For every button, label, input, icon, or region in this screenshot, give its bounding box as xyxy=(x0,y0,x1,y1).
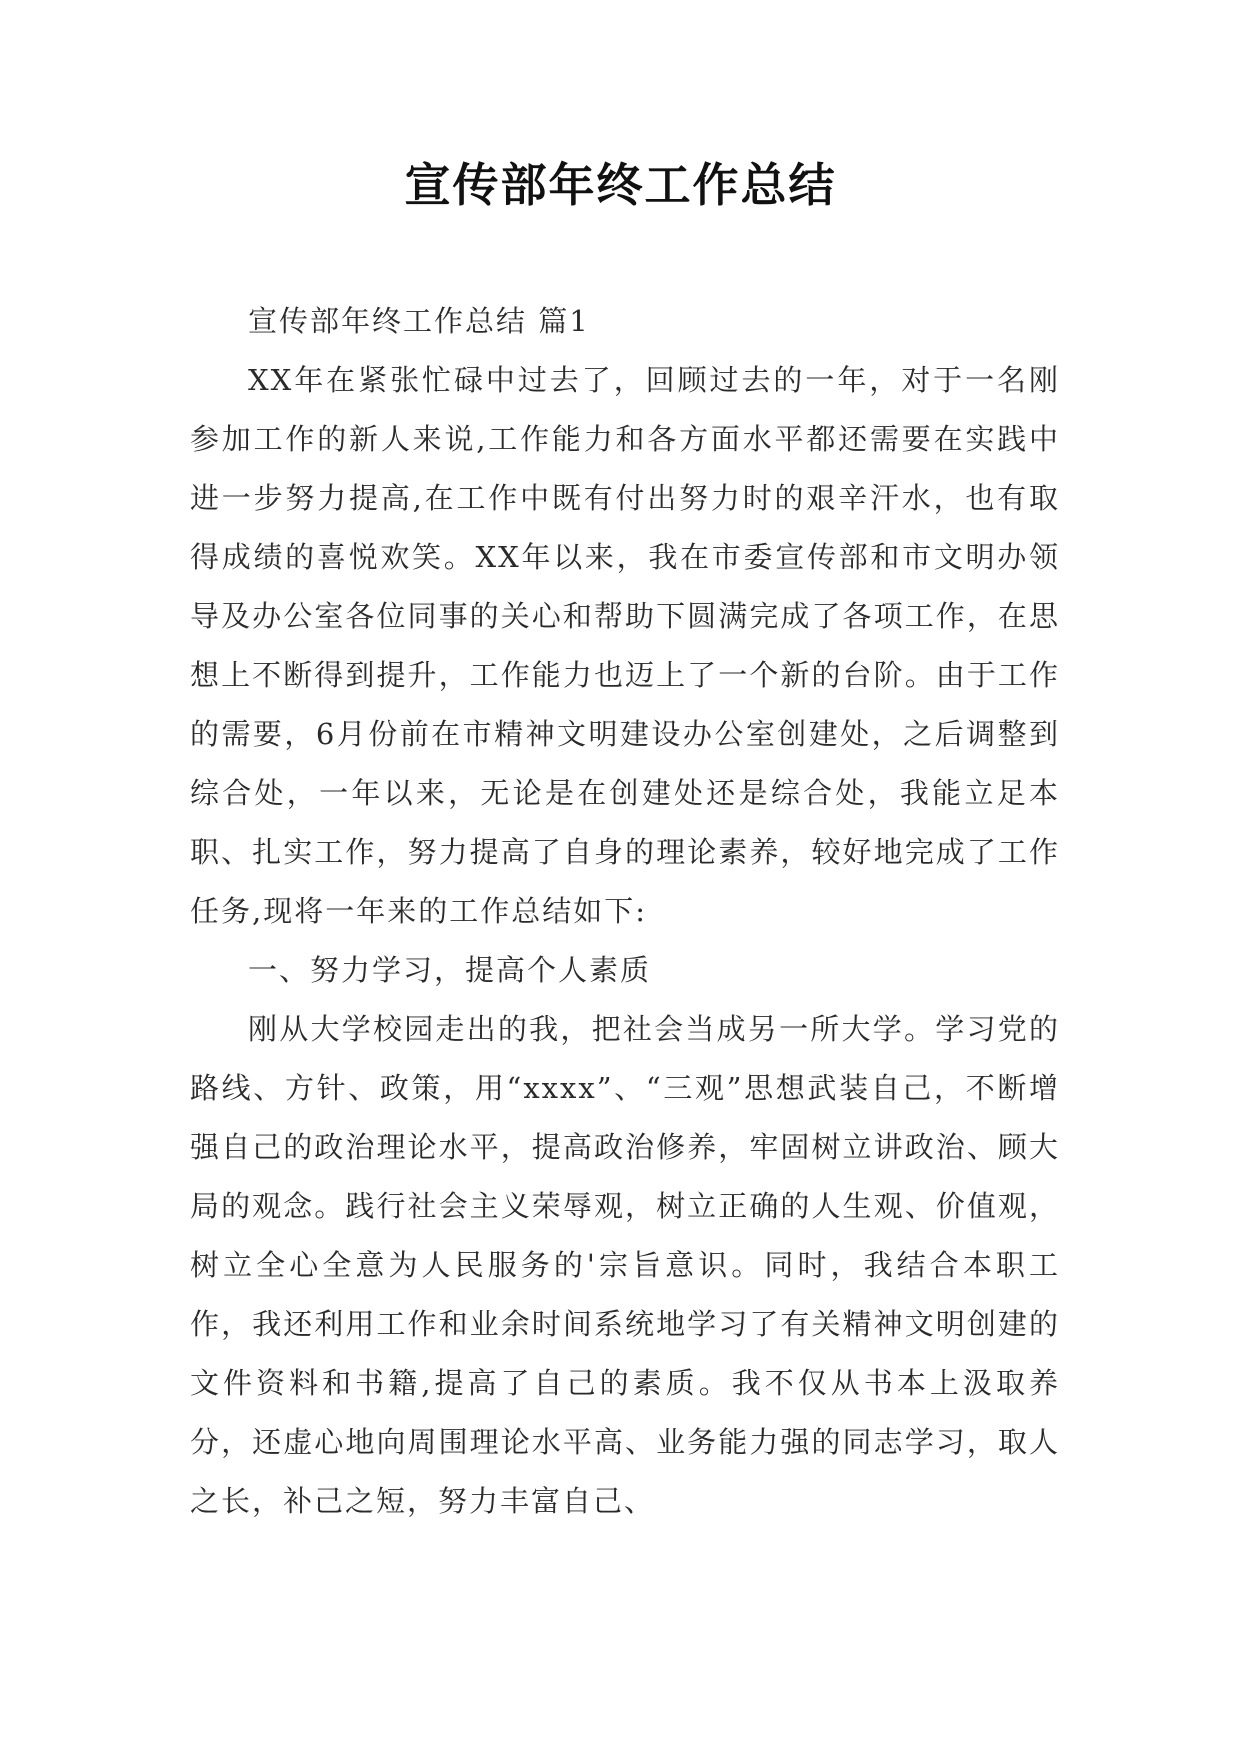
document-body xyxy=(190,292,1060,1531)
subsection-heading: 一、努力学习，提高个人素质 xyxy=(248,953,652,987)
body-paragraph: 刚从大学校园走出的我，把社会当成另一所大学。学习党的路线、方针、政策，用“xxxx”、“三观”思想武装自己，不断增强自己的政治理论水平，提高政治修养，牢固树立讲政治、顾大局的观念。践行社会主义荣辱观，树立正确的人生观、价值观，树立全心全意为人民服务的'宗旨意识。同时，我结合本职工作，我还利用工作和业余时间系统地学习了有关精神文明创建的文件资料和书籍,提高了自己的素质。我不仅从书本上汲取养分，还虚心地向周围理论水平高、业务能力强的同志学习，取人之长，补己之短，努力丰富自己、 xyxy=(190,1012,1060,1518)
body-paragraph: XX年在紧张忙碌中过去了，回顾过去的一年，对于一名刚参加工作的新人来说,工作能力和各方面水平都还需要在实践中进一步努力提高,在工作中既有付出努力时的艰辛汗水，也有取得成绩的喜悦欢笑。XX年以来，我在市委宣传部和市文明办领导及办公室各位同事的关心和帮助下圆满完成了各项工作，在思想上不断得到提升，工作能力也迈上了一个新的台阶。由于工作的需要，6月份前在市精神文明建设办公室创建处，之后调整到综合处，一年以来，无论是在创建处还是综合处，我能立足本职、扎实工作，努力提高了自身的理论素养，较好地完成了工作任务,现将一年来的工作总结如下: xyxy=(190,363,1060,928)
section-heading: 宣传部年终工作总结 篇1 xyxy=(248,304,590,338)
document-title: 宣传部年终工作总结 xyxy=(404,158,837,212)
